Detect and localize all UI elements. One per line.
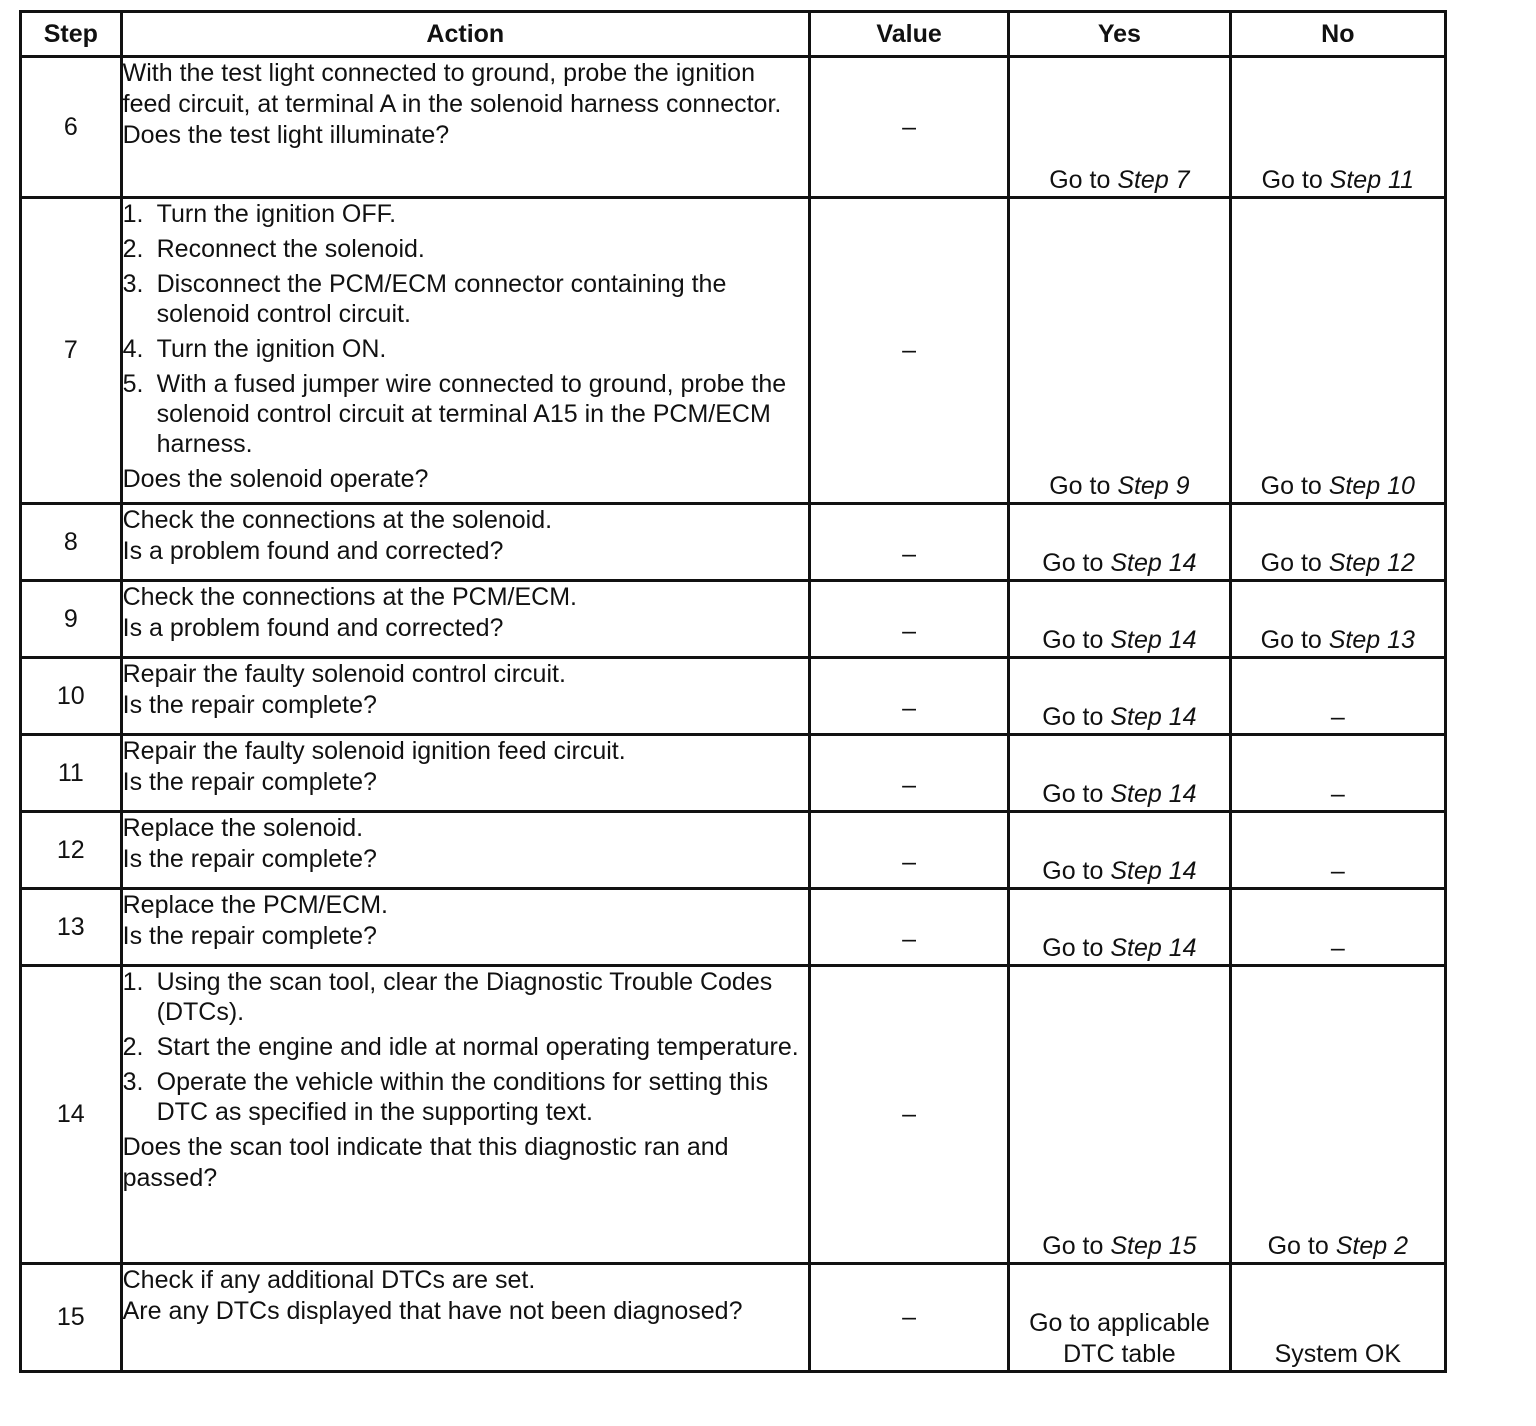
list-item: 1. Using the scan tool, clear the Diagnostic Trouble Codes (DTCs). bbox=[122, 968, 773, 1026]
table-row bbox=[21, 735, 1446, 812]
yes-cell: Go to Step 14 bbox=[1009, 504, 1230, 581]
no-cell: – bbox=[1230, 812, 1445, 889]
action-question: Does the test light illuminate? bbox=[122, 121, 450, 149]
yes-cell: Go to Step 9 bbox=[1009, 198, 1230, 504]
action-question: Are any DTCs displayed that have not been diagnosed? bbox=[122, 1297, 743, 1325]
no-cell: Go to Step 2 bbox=[1230, 966, 1445, 1264]
yes-step-ref: Step 9 bbox=[1117, 472, 1190, 500]
step-number: 12 bbox=[21, 812, 122, 889]
action-text: Replace the solenoid. bbox=[122, 814, 364, 842]
action-question: Is a problem found and corrected? bbox=[122, 537, 504, 565]
no-step-ref: Step 11 bbox=[1329, 166, 1415, 194]
action-cell bbox=[121, 581, 809, 658]
header-step: Step bbox=[21, 12, 122, 57]
no-prefix: Go to bbox=[1261, 166, 1330, 194]
action-text: Check if any additional DTCs are set. bbox=[122, 1266, 536, 1294]
action-text: Repair the faulty solenoid ignition feed circuit. bbox=[122, 737, 626, 765]
step-number: 10 bbox=[21, 658, 122, 735]
table-row bbox=[21, 1264, 1446, 1372]
action-list bbox=[123, 967, 808, 1127]
action-text: Replace the PCM/ECM. bbox=[122, 891, 388, 919]
action-question: Is the repair complete? bbox=[122, 691, 377, 719]
value-cell: – bbox=[809, 581, 1008, 658]
yes-cell: Go to Step 14 bbox=[1009, 812, 1230, 889]
table-row bbox=[21, 658, 1446, 735]
list-item: 3. Disconnect the PCM/ECM connector containing the solenoid control circuit. bbox=[122, 270, 727, 328]
diagnostic-table bbox=[19, 10, 1447, 1373]
value-cell: – bbox=[809, 1264, 1008, 1372]
no-cell: Go to Step 12 bbox=[1230, 504, 1445, 581]
header-no: No bbox=[1230, 12, 1445, 57]
yes-cell: Go to Step 14 bbox=[1009, 581, 1230, 658]
step-number: 13 bbox=[21, 889, 122, 966]
step-number: 7 bbox=[21, 198, 122, 504]
value-cell: – bbox=[809, 812, 1008, 889]
action-question: Does the scan tool indicate that this diagnostic ran and passed? bbox=[122, 1133, 729, 1192]
list-item: 2. Start the engine and idle at normal operating temperature. bbox=[122, 1033, 799, 1061]
table-row bbox=[21, 504, 1446, 581]
step-number: 8 bbox=[21, 504, 122, 581]
step-number: 6 bbox=[21, 57, 122, 198]
table-row bbox=[21, 889, 1446, 966]
table-row bbox=[21, 57, 1446, 198]
step-number: 15 bbox=[21, 1264, 122, 1372]
header-action: Action bbox=[121, 12, 809, 57]
no-cell: – bbox=[1230, 735, 1445, 812]
action-cell bbox=[121, 658, 809, 735]
action-question: Is the repair complete? bbox=[122, 845, 377, 873]
action-cell bbox=[121, 504, 809, 581]
table-row bbox=[21, 966, 1446, 1264]
value-cell: – bbox=[809, 504, 1008, 581]
step-number: 11 bbox=[21, 735, 122, 812]
diagnostic-table-page bbox=[19, 10, 1447, 1373]
no-cell: – bbox=[1230, 658, 1445, 735]
action-cell bbox=[121, 966, 809, 1264]
action-question: Is the repair complete? bbox=[122, 768, 377, 796]
action-cell bbox=[121, 1264, 809, 1372]
action-cell bbox=[121, 812, 809, 889]
action-cell bbox=[121, 889, 809, 966]
value-cell: – bbox=[809, 658, 1008, 735]
action-cell bbox=[121, 735, 809, 812]
no-cell: Go to Step 10 bbox=[1230, 198, 1445, 504]
yes-prefix: Go to bbox=[1049, 166, 1118, 194]
table-row bbox=[21, 198, 1446, 504]
action-cell bbox=[121, 57, 809, 198]
step-number: 9 bbox=[21, 581, 122, 658]
action-list bbox=[123, 199, 808, 459]
action-question: Does the solenoid operate? bbox=[122, 465, 429, 493]
yes-cell bbox=[1009, 57, 1230, 198]
list-item: 2. Reconnect the solenoid. bbox=[122, 235, 425, 263]
list-item: 4. Turn the ignition ON. bbox=[122, 335, 387, 363]
table-row bbox=[21, 581, 1446, 658]
action-text: With the test light connected to ground, probe the ignition feed circuit, at terminal A in the solenoid harness connector. bbox=[122, 59, 782, 118]
value-cell: – bbox=[809, 198, 1008, 504]
table-row bbox=[21, 812, 1446, 889]
no-step-ref: Step 10 bbox=[1328, 472, 1415, 500]
no-cell: System OK bbox=[1230, 1264, 1445, 1372]
yes-step-ref: Step 7 bbox=[1117, 166, 1190, 194]
value-cell: – bbox=[809, 57, 1008, 198]
no-cell: Go to Step 13 bbox=[1230, 581, 1445, 658]
action-text: Repair the faulty solenoid control circuit. bbox=[122, 660, 566, 688]
yes-cell bbox=[1009, 1264, 1230, 1372]
table-header-row bbox=[21, 12, 1446, 57]
list-item: 5. With a fused jumper wire connected to ground, probe the solenoid control circuit at terminal A15 in the PCM/ECM harness. bbox=[122, 370, 787, 458]
yes-cell: Go to Step 14 bbox=[1009, 735, 1230, 812]
value-cell: – bbox=[809, 735, 1008, 812]
action-cell bbox=[121, 198, 809, 504]
header-value: Value bbox=[809, 12, 1008, 57]
action-text: Check the connections at the PCM/ECM. bbox=[122, 583, 577, 611]
no-cell bbox=[1230, 57, 1445, 198]
step-number: 14 bbox=[21, 966, 122, 1264]
header-yes: Yes bbox=[1009, 12, 1230, 57]
action-text: Check the connections at the solenoid. bbox=[122, 506, 553, 534]
list-item: 1. Turn the ignition OFF. bbox=[122, 200, 397, 228]
no-cell: – bbox=[1230, 889, 1445, 966]
value-cell: – bbox=[809, 889, 1008, 966]
yes-cell: Go to Step 15 bbox=[1009, 966, 1230, 1264]
value-cell: – bbox=[809, 966, 1008, 1264]
action-question: Is a problem found and corrected? bbox=[122, 614, 504, 642]
action-question: Is the repair complete? bbox=[122, 922, 377, 950]
yes-text: Go to applicable DTC table bbox=[1029, 1309, 1210, 1368]
yes-cell: Go to Step 14 bbox=[1009, 658, 1230, 735]
yes-cell: Go to Step 14 bbox=[1009, 889, 1230, 966]
list-item: 3. Operate the vehicle within the conditions for setting this DTC as specified in the supporting text. bbox=[122, 1068, 769, 1126]
